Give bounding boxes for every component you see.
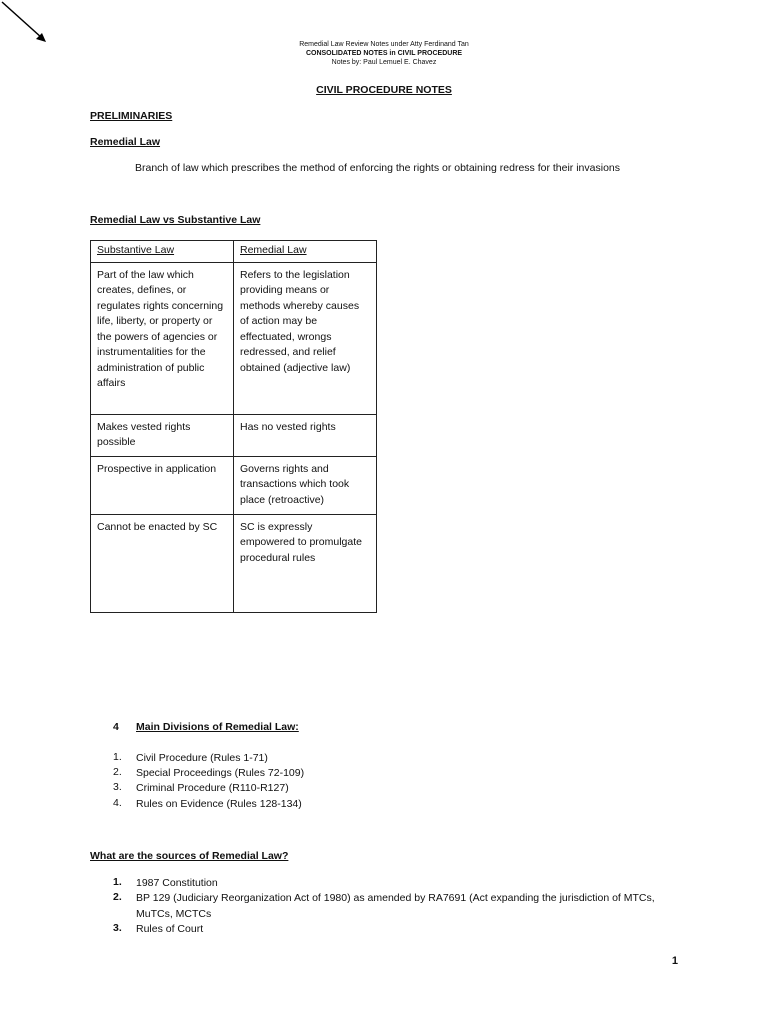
column-header-substantive: Substantive Law (91, 241, 234, 263)
table-row (91, 262, 377, 414)
table-cell: Refers to the legislation providing means or methods whereby causes of action may be effectuated, wrongs redressed, and relief obtained (adjective law) (234, 262, 377, 414)
list-item-number: 2. (113, 891, 122, 903)
doc-header-line2: CONSOLIDATED NOTES in CIVIL PROCEDURE (305, 50, 463, 57)
divisions-heading: Main Divisions of Remedial Law: (136, 721, 299, 733)
list-item: Civil Procedure (Rules 1-71) (136, 752, 268, 764)
list-item-number: 2. (113, 766, 122, 778)
doc-header-line3: Notes by: Paul Lemuel E. Chavez (331, 59, 437, 66)
table-cell: Has no vested rights (234, 414, 377, 456)
table-row (91, 414, 377, 456)
comparison-heading: Remedial Law vs Substantive Law (90, 214, 261, 226)
comparison-table (90, 240, 377, 613)
list-item-number: 4. (113, 797, 122, 809)
divisions-number: 4 (113, 721, 119, 733)
list-item-number: 3. (113, 781, 122, 793)
table-cell: Part of the law which creates, defines, or regulates rights concerning life, liberty, or property or the powers of agencies or instrumentalities for the administration of public affairs (91, 262, 234, 414)
table-cell: Cannot be enacted by SC (91, 514, 234, 612)
remedial-law-definition: Branch of law which prescribes the method of enforcing the rights or obtaining redress for their invasions (135, 162, 620, 174)
page-title: CIVIL PROCEDURE NOTES (316, 84, 452, 96)
list-item: Special Proceedings (Rules 72-109) (136, 767, 305, 779)
table-row (91, 514, 377, 612)
page-number: 1 (671, 955, 678, 967)
table-cell: Makes vested rights possible (91, 414, 234, 456)
list-item: Rules of Court (136, 923, 204, 935)
column-header-remedial: Remedial Law (234, 241, 377, 263)
doc-header-line1: Remedial Law Review Notes under Atty Ferdinand Tan (299, 41, 469, 48)
list-item-number: 1. (113, 751, 122, 763)
list-item: 1987 Constitution (136, 877, 218, 889)
list-item-number: 1. (113, 876, 122, 888)
table-header-row (91, 241, 377, 263)
sources-heading: What are the sources of Remedial Law? (90, 850, 289, 862)
list-item: BP 129 (Judiciary Reorganization Act of 1980) as amended by RA7691 (Act expanding the jurisdiction of MTCs, MuTCs, MCTCs (136, 892, 655, 920)
table-row (91, 456, 377, 514)
section-preliminaries: PRELIMINARIES (90, 110, 173, 122)
list-item-number: 3. (113, 922, 122, 934)
list-item: Rules on Evidence (Rules 128-134) (136, 798, 302, 810)
list-item: Criminal Procedure (R110-R127) (136, 782, 289, 794)
remedial-law-heading: Remedial Law (90, 136, 161, 148)
table-cell: SC is expressly empowered to promulgate procedural rules (234, 514, 377, 612)
table-cell: Prospective in application (91, 456, 234, 514)
table-cell: Governs rights and transactions which took place (retroactive) (234, 456, 377, 514)
